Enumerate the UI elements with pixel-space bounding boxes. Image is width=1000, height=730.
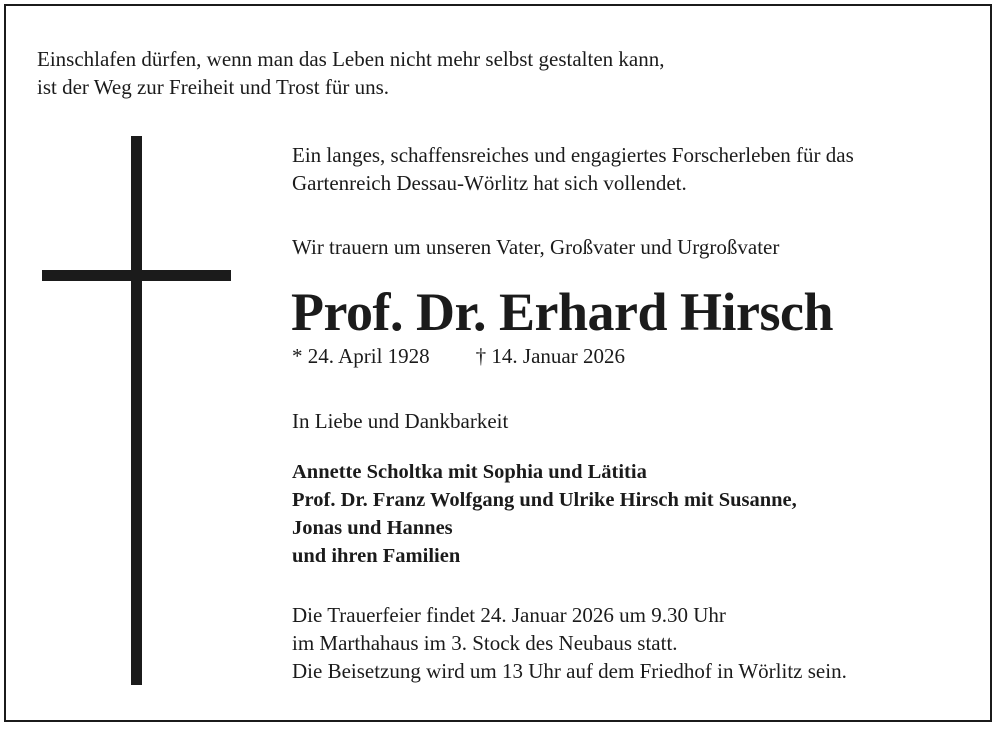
family-line: und ihren Familien [292, 545, 461, 567]
family-line: Prof. Dr. Franz Wolfgang und Ulrike Hirsch mit Susanne, [292, 489, 797, 511]
service-info [292, 601, 847, 685]
mourning-line: Wir trauern um unseren Vater, Großvater und Urgroßvater [292, 235, 780, 259]
intro-line: Ein langes, schaffensreiches und engagiertes Forscherleben für das [292, 143, 854, 167]
service-line: Die Trauerfeier findet 24. Januar 2026 um 9.30 Uhr [292, 603, 726, 627]
intro-text [292, 141, 854, 197]
service-line: im Marthahaus im 3. Stock des Neubaus statt. [292, 631, 678, 655]
family-names [292, 458, 797, 570]
motto-line: ist der Weg zur Freiheit und Trost für uns. [37, 75, 389, 99]
birth-date: * 24. April 1928 [292, 344, 430, 368]
intro-line: Gartenreich Dessau-Wörlitz hat sich vollendet. [292, 171, 687, 195]
cross-vertical-bar [131, 136, 142, 685]
family-line: Jonas und Hannes [292, 517, 453, 539]
service-line: Die Beisetzung wird um 13 Uhr auf dem Friedhof in Wörlitz sein. [292, 659, 847, 683]
deceased-name: Prof. Dr. Erhard Hirsch [291, 282, 833, 342]
motto-quote [37, 45, 664, 101]
motto-line: Einschlafen dürfen, wenn man das Leben nicht mehr selbst gestalten kann, [37, 47, 665, 71]
love-line: In Liebe und Dankbarkeit [292, 409, 509, 433]
life-dates [292, 342, 625, 370]
family-line: Annette Scholtka mit Sophia und Lätitia [292, 461, 647, 483]
death-date: † 14. Januar 2026 [475, 344, 625, 368]
cross-horizontal-bar [42, 270, 231, 281]
